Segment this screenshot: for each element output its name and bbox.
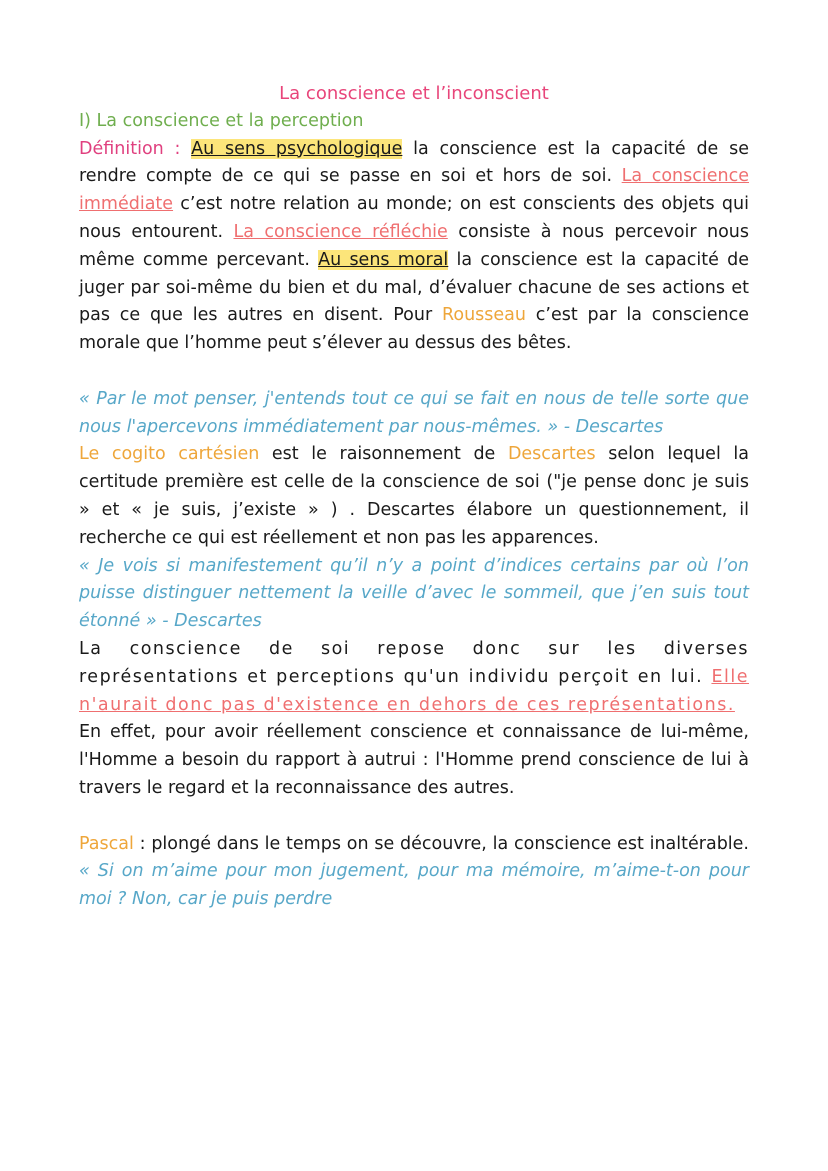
cogito-paragraph (79, 441, 749, 552)
text: la conscience est la capacité de juger par soi-même du bien et du mal, d’évaluer chacune de ses actions et pas ce que les autres en disent. Pour (79, 249, 749, 326)
text: La conscience de soi repose donc sur les diverses représentations et perceptions qu'un individu perçoit en lui. (79, 638, 749, 687)
text: c’est notre relation au monde; on est conscients des objets qui nous entourent. (79, 194, 749, 242)
name-pascal: Pascal (79, 833, 134, 854)
definition-paragraph (79, 136, 749, 358)
highlight-moral: Au sens moral (318, 249, 449, 270)
quote-descartes-sommeil: « Je vois si manifestement qu’il n’y a point d’indices certains par où l’on puisse distinguer nettement la veille d’avec le sommeil, que j’en suis tout étonné » - Descartes (79, 555, 749, 632)
text: consiste à nous percevoir nous même comme percevant. (79, 221, 750, 270)
document-page (79, 80, 749, 914)
section-heading: I) La conscience et la perception (79, 110, 364, 131)
highlight-psychological: Au sens psychologique (191, 138, 403, 159)
text: est le raisonnement de (259, 444, 508, 465)
text: selon lequel la certitude première est celle de la conscience de soi ("je pense donc je suis » et « je suis, j’existe » ) . Descartes élabore un questionnement, il recherche ce qui est réellement et non pas les apparences. (79, 444, 750, 548)
spacer (79, 803, 749, 831)
text: la conscience est la capacité de se rendre compte de ce qui se passe en soi et hors de soi. (79, 138, 749, 187)
term-immediate-consciousness: La conscience immédiate (79, 166, 749, 215)
term-cogito: Le cogito cartésien (79, 444, 260, 465)
text: : plongé dans le temps on se découvre, la conscience est inaltérable. (133, 833, 749, 854)
autrui-paragraph: En effet, pour avoir réellement conscience et connaissance de lui-même, l'Homme a besoin du rapport à autrui : l'Homme prend conscience de lui à travers le regard et la reconnaissance des autres. (79, 722, 749, 798)
red-statement: Elle n'aurait donc pas d'existence en dehors de ces représentations. (79, 666, 749, 715)
text: c’est par la conscience morale que l’homme peut s’élever au dessus des bêtes. (79, 305, 749, 354)
term-reflective-consciousness: La conscience réfléchie (233, 221, 448, 242)
name-descartes: Descartes (507, 444, 596, 465)
quote-pascal: « Si on m’aime pour mon jugement, pour ma mémoire, m’aime-t-on pour moi ? Non, car je puis perdre (79, 861, 749, 910)
document-title: La conscience et l’inconscient (279, 83, 549, 104)
spacer (79, 358, 749, 386)
pascal-paragraph (79, 831, 749, 914)
quote-descartes-penser: « Par le mot penser, j'entends tout ce qui se fait en nous de telle sorte que nous l'apercevons immédiatement par nous-mêmes. » - Descartes (79, 388, 749, 437)
name-rousseau: Rousseau (441, 305, 526, 326)
definition-label: Définition : (79, 138, 192, 159)
self-consciousness-paragraph (79, 636, 749, 719)
